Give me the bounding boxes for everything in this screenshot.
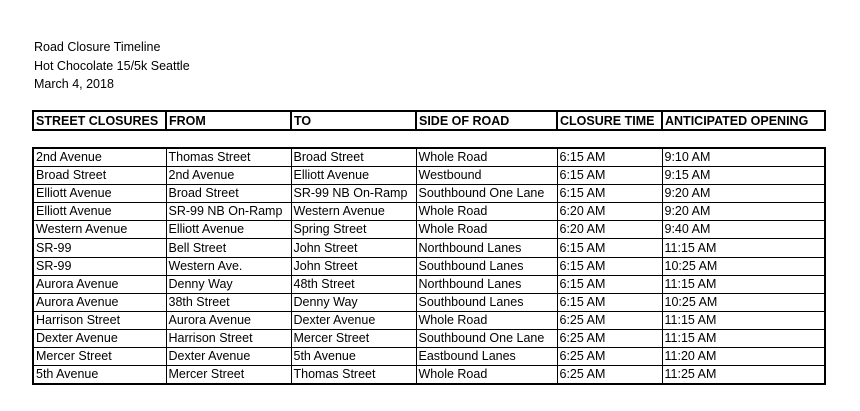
cell-side-of-road: Whole Road [416,366,557,385]
cell-to: Denny Way [291,293,416,311]
cell-closure-time: 6:15 AM [557,167,662,185]
cell-street: Aurora Avenue [33,275,166,293]
cell-from: Thomas Street [166,148,291,167]
cell-street: Dexter Avenue [33,329,166,347]
cell-side-of-road: Northbound Lanes [416,239,557,257]
cell-street: Elliott Avenue [33,203,166,221]
cell-closure-time: 6:20 AM [557,203,662,221]
cell-side-of-road: Whole Road [416,148,557,167]
cell-side-of-road: Whole Road [416,311,557,329]
event-date: March 4, 2018 [34,77,114,91]
cell-from: Broad Street [166,185,291,203]
cell-anticipated-opening: 11:20 AM [662,348,825,366]
cell-to: 48th Street [291,275,416,293]
event-name: Hot Chocolate 15/5k Seattle [34,58,190,73]
cell-to: Thomas Street [291,366,416,385]
cell-to: Spring Street [291,221,416,239]
table-row [33,185,825,203]
column-header-anticipated-opening: ANTICIPATED OPENING [662,111,825,130]
table-row [33,167,825,185]
cell-anticipated-opening: 11:15 AM [662,329,825,347]
cell-side-of-road: Eastbound Lanes [416,348,557,366]
header-row [33,111,825,130]
cell-to: Broad Street [291,148,416,167]
table-row [33,148,825,167]
cell-street: Mercer Street [33,348,166,366]
closure-table [32,147,826,385]
cell-from: 2nd Avenue [166,167,291,185]
cell-side-of-road: Southbound Lanes [416,293,557,311]
table-row [33,221,825,239]
cell-street: 5th Avenue [33,366,166,385]
cell-to: Dexter Avenue [291,311,416,329]
cell-anticipated-opening: 10:25 AM [662,257,825,275]
cell-closure-time: 6:15 AM [557,275,662,293]
column-header-side-of-road: SIDE OF ROAD [416,111,557,130]
cell-anticipated-opening: 11:15 AM [662,311,825,329]
closure-table-header [32,110,826,131]
cell-to: Elliott Avenue [291,167,416,185]
cell-to: John Street [291,257,416,275]
cell-closure-time: 6:20 AM [557,221,662,239]
cell-closure-time: 6:15 AM [557,239,662,257]
column-header-closure-time: CLOSURE TIME [557,111,662,130]
table-row [33,329,825,347]
cell-closure-time: 6:25 AM [557,366,662,385]
cell-street: SR-99 [33,257,166,275]
cell-anticipated-opening: 9:20 AM [662,203,825,221]
cell-side-of-road: Westbound [416,167,557,185]
cell-closure-time: 6:25 AM [557,329,662,347]
table-row [33,257,825,275]
cell-to: 5th Avenue [291,348,416,366]
cell-closure-time: 6:15 AM [557,148,662,167]
table-row [33,275,825,293]
cell-to: Mercer Street [291,329,416,347]
cell-street: Western Avenue [33,221,166,239]
cell-from: Bell Street [166,239,291,257]
table-row [33,311,825,329]
cell-street: Harrison Street [33,311,166,329]
cell-anticipated-opening: 11:25 AM [662,366,825,385]
cell-side-of-road: Whole Road [416,221,557,239]
document-header [34,38,190,94]
cell-closure-time: 6:15 AM [557,293,662,311]
cell-to: SR-99 NB On-Ramp [291,185,416,203]
column-header-street-closures: STREET CLOSURES [33,111,166,130]
cell-side-of-road: Southbound Lanes [416,257,557,275]
cell-street: Elliott Avenue [33,185,166,203]
cell-from: Western Ave. [166,257,291,275]
cell-closure-time: 6:15 AM [557,257,662,275]
cell-from: Elliott Avenue [166,221,291,239]
cell-street: Aurora Avenue [33,293,166,311]
cell-anticipated-opening: 9:20 AM [662,185,825,203]
table-row [33,366,825,385]
cell-street: Broad Street [33,167,166,185]
cell-from: Mercer Street [166,366,291,385]
cell-to: John Street [291,239,416,257]
cell-side-of-road: Southbound One Lane [416,329,557,347]
cell-closure-time: 6:15 AM [557,185,662,203]
cell-anticipated-opening: 9:40 AM [662,221,825,239]
cell-from: SR-99 NB On-Ramp [166,203,291,221]
cell-street: 2nd Avenue [33,148,166,167]
column-header-to: TO [291,111,416,130]
cell-from: Dexter Avenue [166,348,291,366]
table-row [33,293,825,311]
cell-side-of-road: Northbound Lanes [416,275,557,293]
cell-anticipated-opening: 11:15 AM [662,275,825,293]
cell-to: Western Avenue [291,203,416,221]
cell-closure-time: 6:25 AM [557,348,662,366]
cell-anticipated-opening: 10:25 AM [662,293,825,311]
cell-from: Denny Way [166,275,291,293]
table-row [33,348,825,366]
cell-from: 38th Street [166,293,291,311]
cell-side-of-road: Whole Road [416,203,557,221]
cell-from: Aurora Avenue [166,311,291,329]
cell-anticipated-opening: 11:15 AM [662,239,825,257]
cell-street: SR-99 [33,239,166,257]
cell-anticipated-opening: 9:10 AM [662,148,825,167]
cell-closure-time: 6:25 AM [557,311,662,329]
table-row [33,203,825,221]
table-row [33,239,825,257]
column-header-from: FROM [166,111,291,130]
cell-from: Harrison Street [166,329,291,347]
cell-anticipated-opening: 9:15 AM [662,167,825,185]
cell-side-of-road: Southbound One Lane [416,185,557,203]
document-title: Road Closure Timeline [34,40,161,54]
